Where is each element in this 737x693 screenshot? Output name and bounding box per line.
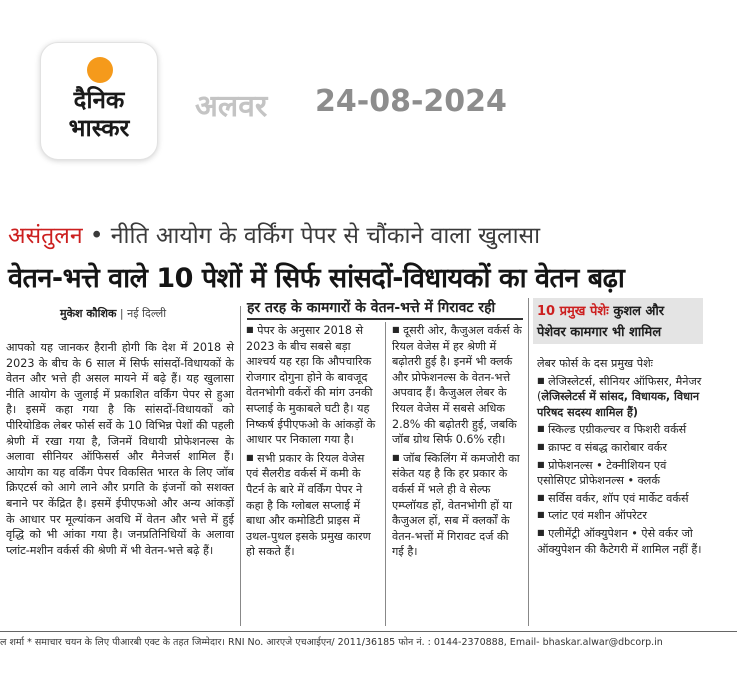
- list-item: ■ स्किल्ड एग्रीकल्चर व फिशरी वर्कर्स: [537, 423, 687, 437]
- kicker-tag: असंतुलन: [8, 223, 83, 249]
- newspaper-logo: [40, 42, 158, 160]
- article-column-1: [6, 340, 234, 558]
- occupation-list-intro: लेबर फोर्स के दस प्रमुख पेशेः: [537, 357, 653, 370]
- sidebar-title-box: [533, 298, 703, 344]
- column-divider: [528, 298, 529, 626]
- column-2-paragraph: ■ पेपर के अनुसार 2018 से 2023 के बीच सबसे बड़ा आश्चर्य यह रहा कि औपचारिक रोजगार दोगुना होने के बावजूद वेतनभोगी वर्करों की मांग उनकी सप्लाई के मुकाबले घटी है। यह निष्कर्ष ईपीएफओ के आंकड़ों के आधार पर निकाला गया है।: [246, 324, 376, 447]
- list-item: ■ एलीमेंट्री ऑक्युपेशन • ऐसे वर्कर जो ऑक्युपेशन की कैटेगरी में शामिल नहीं हैं।: [537, 526, 702, 556]
- sidebar-title: 10 प्रमुख पेशेः कुशल और: [537, 304, 665, 319]
- imprint-footer: ल शर्मा * समाचार चयन के लिए पीआरबी एक्ट के तहत जिम्मेदार। RNI No. आरएजे एचआईएन/ 2011/36185 फोन नं. : 0144-2370888, Email- bhaskar.alwar@dbcorp.in: [0, 631, 737, 648]
- list-item: ■ क्राफ्ट व संबद्ध कारोबार वर्कर: [537, 440, 667, 454]
- sidebar-title-line-2: पेशेवर कामगार भी शामिल: [537, 325, 662, 340]
- list-item: ■ लेजिस्लेटर्स, सीनियर ऑफिसर, मैनेजर (लेजिस्लेटर्स में सांसद, विधायक, विधान परिषद सदस्य शामिल हैं): [537, 374, 702, 419]
- byline: [60, 306, 166, 321]
- article-headline: वेतन-भत्ते वाले 10 पेशों में सिर्फ सांसदों-विधायकों का वेतन बढ़ा: [8, 263, 625, 294]
- list-item: ■ प्रोफेशनल्स • टेक्नीशियन एवं एसोसिएट प्रोफेशनल्स • क्लर्क: [537, 458, 667, 488]
- byline-author: मुकेश कौशिक: [60, 307, 117, 320]
- list-item: ■ सर्विस वर्कर, शॉप एवं मार्केट वर्कर्स: [537, 491, 689, 505]
- logo-line-2: भास्कर: [68, 114, 130, 142]
- column-1-text: आपको यह जानकर हैरानी होगी कि देश में 2018 से 2023 के बीच के 6 साल में सिर्फ सांसदों-विधायकों के वेतन और भत्ते ही असल मायने में बढ़े हैं। यह खुलासा नीति आयोग के जुलाई में प्रकाशित वर्किंग पेपर से हुआ है। इसमें कहा गया है कि सांसदों-विधायकों को पीरियोडिक लेबर फोर्स सर्वे के 10 विभिन्न पेशों की पहली श्रेणी में रखा गया है, जिनमें विधायी प्रोफेशनल्स के अलावा सीनियर ऑफिसर्स और मैनेजर्स शामिल हैं। आयोग का यह वर्किंग पेपर विकसित भारत के लिए जॉब क्रिएटर्स को आगे लाने और प्रगति के इंजनों को सशक्त बनाने पर केंद्रित है। इसमें ईपीएफओ और अन्य आंकड़ों के आधार पर मूल्यांकन अवधि में वेतन और भत्ते में हुई वृद्धि को भी आंका गया है। जनप्रतिनिधियों के अलावा प्लांट-मशीन वर्कर्स की श्रेणी में भी वेतन-भत्ते बढ़े हैं।: [6, 341, 234, 557]
- kicker-text: • नीति आयोग के वर्किंग पेपर से चौंकाने वाला खुलासा: [89, 223, 541, 249]
- sub-heading-rule: [247, 318, 523, 320]
- news-clipping: [0, 210, 737, 650]
- sun-logo-icon: [87, 57, 113, 83]
- logo-line-1: दैनिक: [73, 86, 125, 114]
- column-divider: [385, 322, 386, 626]
- occupation-list: [537, 356, 703, 557]
- byline-place: | नई दिल्ली: [119, 307, 167, 320]
- column-3-paragraph: ■ जॉब स्किलिंग में कमजोरी का संकेत यह है कि हर प्रकार के वर्कर्स में भले ही वे सेल्फ एम्प्लॉयड हों, वेतनभोगी हों या कैजुअल हों, सब में क्लर्कों के वेतन-भत्तों में गिरावट दर्ज की गई है।: [392, 451, 520, 559]
- article-kicker: [8, 218, 540, 250]
- column-3-paragraph: ■ दूसरी ओर, कैजुअल वर्कर्स के रियल वेजेस में हर श्रेणी में बढ़ोतरी हुई है। इनमें भी क्लर्क और प्रोफेशनल्स के वेतन-भत्ते अपवाद हैं। कैजुअल लेबर के रियल वेजेस में सबसे अधिक 2.8% की बढ़ोतरी हुई, जबकि जॉब ग्रोथ सिर्फ 0.6% रही।: [392, 324, 522, 447]
- edition-city: अलवर: [195, 89, 268, 124]
- list-item: ■ प्लांट एवं मशीन ऑपरेटर: [537, 509, 647, 523]
- article-column-3: [392, 322, 522, 560]
- edition-date: 24-08-2024: [315, 84, 507, 119]
- column-2-paragraph: ■ सभी प्रकार के रियल वेजेस एवं सैलरीड वर्कर्स में कमी के पैटर्न के बारे में वर्किंग पेपर ने कहा है कि ग्लोबल सप्लाई में बाधा और कमोडिटी प्राइस में उथल-पुथल इसके प्रमुख कारण हो सकते हैं।: [246, 451, 371, 559]
- sub-heading: हर तरह के कामगारों के वेतन-भत्ते में गिरावट रही: [247, 300, 496, 316]
- column-divider: [240, 306, 241, 626]
- article-column-2: [246, 322, 378, 560]
